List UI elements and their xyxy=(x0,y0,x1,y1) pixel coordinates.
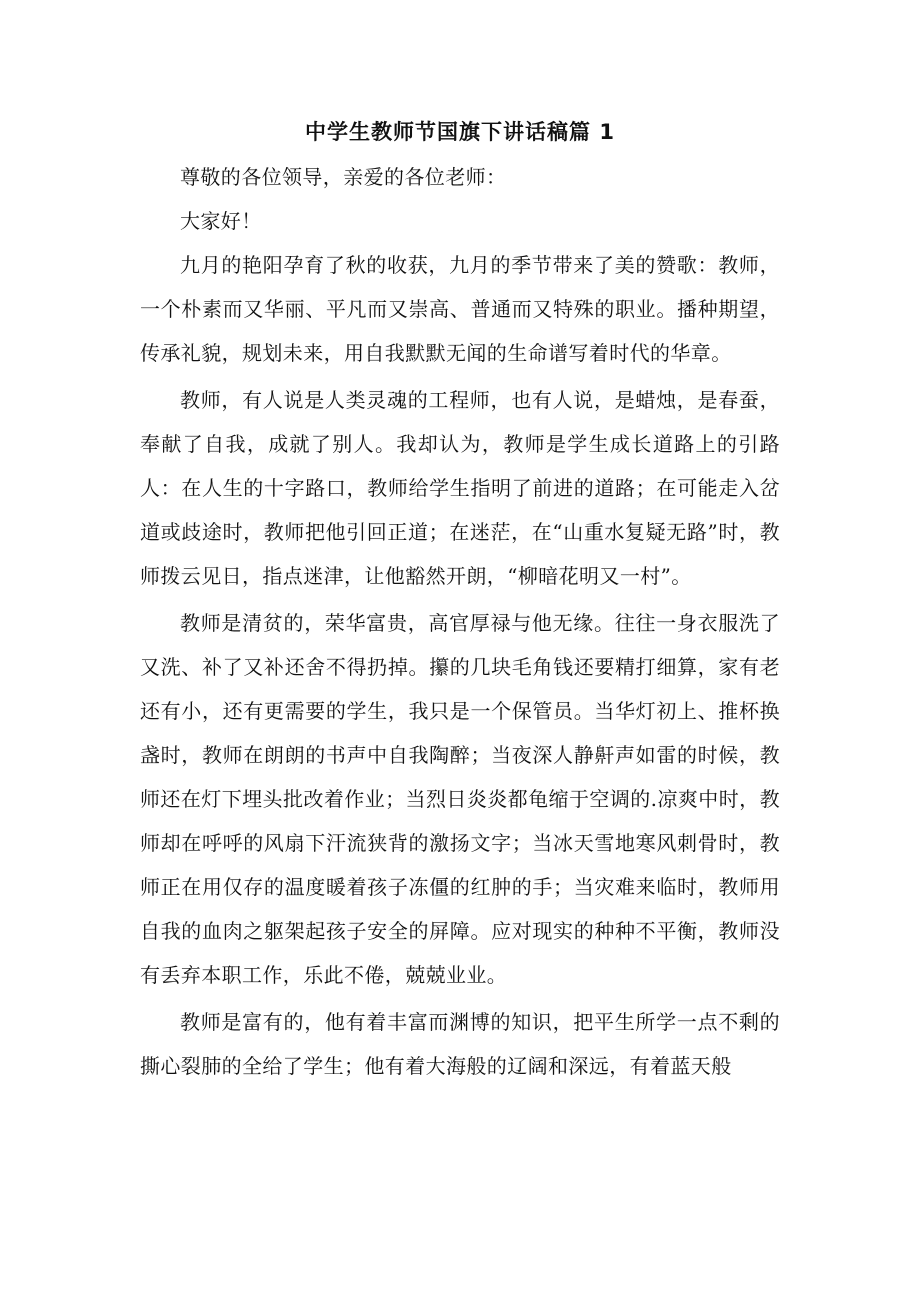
salutation-paragraph: 尊敬的各位领导，亲爱的各位老师： xyxy=(180,165,507,189)
body-paragraph: 教师，有人说是人类灵魂的工程师，也有人说，是蜡烛，是春蚕，奉献了自我，成就了别人。我却认为，教师是学生成长道路上的引路人：在人生的十字路口，教师给学生指明了前进的道路；在可能走入岔道或歧途时，教师把他引回正道；在迷茫，在“山重水复疑无路”时，教师拨云见日，指点迷津，让他豁然开朗，“柳暗花明又一村”。 xyxy=(140,388,780,588)
document-title: 中学生教师节国旗下讲话稿篇 1 xyxy=(305,120,615,144)
body-paragraph: 教师是清贫的，荣华富贵，高官厚禄与他无缘。往往一身衣服洗了又洗、补了又补还舍不得扔掉。攥的几块毛角钱还要精打细算，家有老还有小，还有更需要的学生，我只是一个保管员。当华灯初上、推杯换盏时，教师在朗朗的书声中自我陶醉；当夜深人静鼾声如雷的时候，教师还在灯下埋头批改着作业；当烈日炎炎都龟缩于空调的.凉爽中时，教师却在呼呼的风扇下汗流狭背的激扬文字；当冰天雪地寒风刺骨时，教师正在用仅存的温度暖着孩子冻僵的红肿的手；当灾难来临时，教师用自我的血肉之躯架起孩子安全的屏障。应对现实的种种不平衡，教师没有丢弃本职工作，乐此不倦，兢兢业业。 xyxy=(140,611,780,987)
body-paragraph: 教师是富有的，他有着丰富而渊博的知识，把平生所学一点不剩的撕心裂肺的全给了学生；他有着大海般的辽阔和深远，有着蓝天般 xyxy=(140,1010,780,1078)
greeting-paragraph: 大家好！ xyxy=(180,209,262,233)
body-paragraph: 九月的艳阳孕育了秋的收获，九月的季节带来了美的赞歌：教师，一个朴素而又华丽、平凡而又崇高、普通而又特殊的职业。播种期望，传承礼貌，规划未来，用自我默默无闻的生命谱写着时代的华章。 xyxy=(140,253,780,365)
document-body xyxy=(140,155,780,1091)
